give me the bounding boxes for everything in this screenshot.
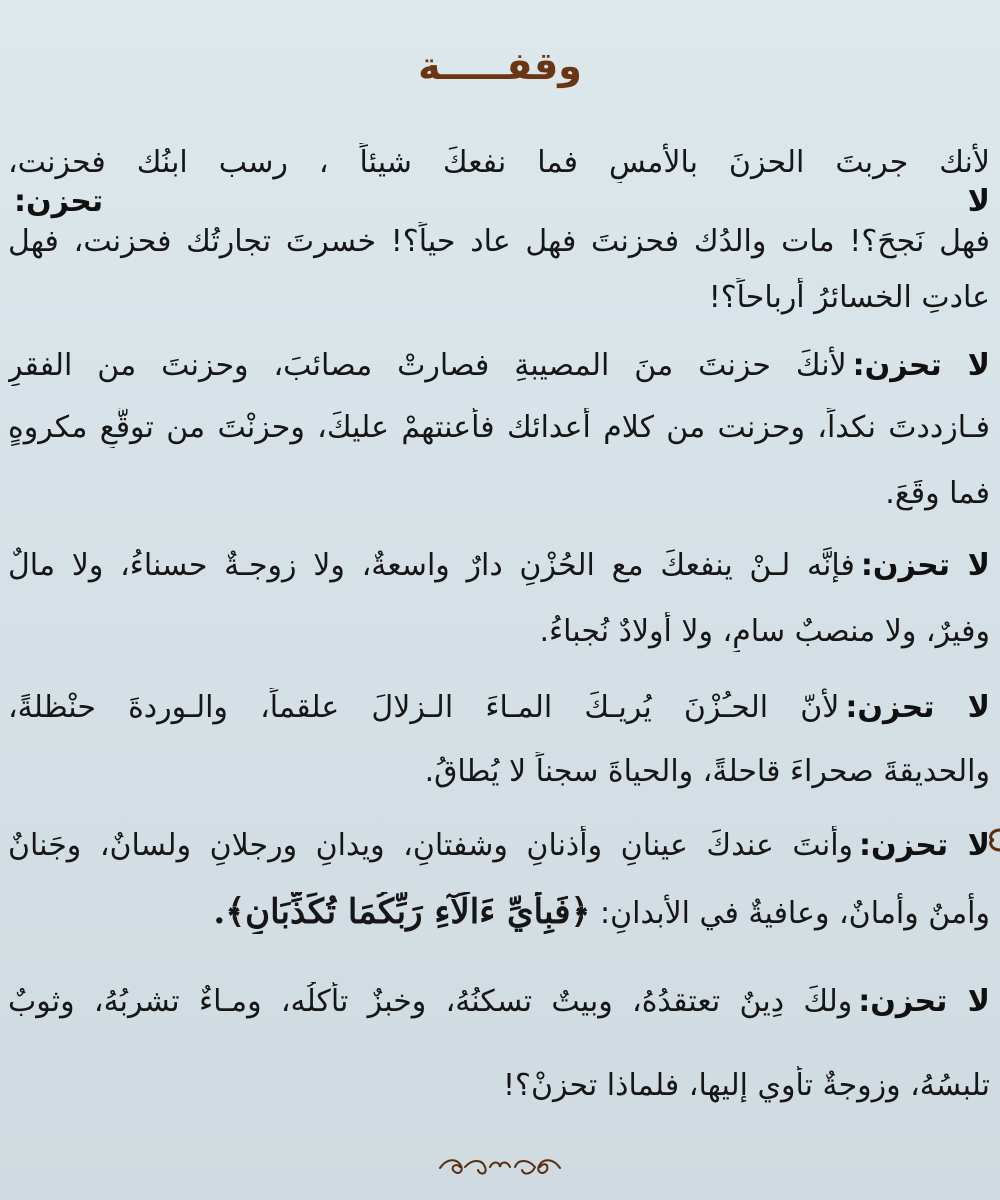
line-text: وفيرٌ، ولا منصبٌ سامٍ، ولا أولادٌ نُجباءُ. [539, 614, 990, 649]
paragraph-3-line-1 [8, 546, 990, 586]
paragraph-2-line-1 [8, 346, 990, 386]
paragraph-1-line-1 [8, 143, 990, 183]
page-edge-mark-icon [986, 826, 1000, 854]
line-text: والحديقةَ صحراءَ قاحلةً، والحياةَ سجناً لا يُطاقُ. [424, 754, 990, 789]
paragraph-2-line-2 [8, 408, 990, 448]
lead-phrase: لا تحزن: [845, 690, 990, 725]
paragraph-4-line-2 [8, 752, 990, 792]
paragraph-1-line-2 [8, 222, 990, 262]
line-text: فما وقَعَ. [885, 476, 990, 511]
paragraph-5-line-1 [8, 826, 990, 866]
paragraph-5-line-2 [8, 892, 990, 934]
lead-phrase: لا تحزن: [860, 548, 990, 583]
paragraph-1-line-3 [8, 278, 990, 318]
line-text: لأنك جربتَ الحزنَ بالأمسِ فما نفعكَ شيئاً ، رسب ابنُك فحزنت، [8, 145, 990, 180]
line-text: عادتِ الخسائرُ أرباحاً؟! [708, 280, 990, 315]
line-text: وأمنٌ وأمانٌ، وعافيةٌ في الأبدانِ: [600, 896, 990, 931]
quran-verse: ﴿فَبِأَيِّ ءَالَآءِ رَبِّكُمَا تُكَذِّبَانِ﴾. [213, 892, 591, 932]
line-text: تلبسُهُ، وزوجةٌ تأوي إليها، فلماذا تحزنْ؟! [503, 1068, 990, 1103]
lead-phrase: لا تحزن: [859, 828, 990, 863]
line-text: فـازددتَ نكداً، وحزنت من كلام أعدائك فأعنتهمْ عليكَ، وحزنْتَ من توقُّعِ مكروهٍ [8, 410, 990, 445]
line-text: ولكَ دِينٌ تعتقدُهُ، وبيتٌ تسكنُهُ، وخبزٌ تأكلُه، ومـاءٌ تشربُهُ، وثوبٌ [8, 984, 853, 1019]
page-title: وقفـــــة [418, 44, 582, 88]
page-edge-mark-icon [986, 826, 1000, 854]
line-text: لأنّ الحـُزْنَ يُريـكَ المـاءَ الـزلالَ علقماً، والـوردةَ حنْظلةً، [8, 690, 840, 725]
line-text: وأنتَ عندكَ عينانِ وأذنانِ وشفتانِ، ويدانِ ورجلانِ ولسانٌ، وجَنانٌ [8, 828, 854, 863]
line-text: فهل نَجحَ؟! مات والدُك فحزنتَ فهل عاد حياً؟! خسرتَ تجارتُك فحزنت، فهل [8, 224, 990, 259]
line-text: فإنَّه لـنْ ينفعكَ مع الحُزْنِ دارٌ واسعةٌ، ولا زوجـةٌ حسناءُ، ولا مالٌ [8, 548, 855, 583]
paragraph-6-line-2 [8, 1066, 990, 1106]
paragraph-3-line-2 [8, 612, 990, 652]
flourish-ornament-icon [435, 1152, 565, 1182]
paragraph-6-line-1 [8, 982, 990, 1022]
paragraph-4-line-1 [8, 688, 990, 728]
line-text: لأنكَ حزنتَ منَ المصيبةِ فصارتْ مصائبَ، وحزنتَ من الفقرِ [8, 348, 847, 383]
paragraph-2-line-3 [8, 474, 990, 514]
flourish-ornament-icon [0, 1152, 1000, 1186]
lead-phrase: لا تحزن: [14, 184, 990, 219]
lead-phrase: لا تحزن: [852, 348, 990, 383]
lead-phrase: لا تحزن: [858, 984, 990, 1019]
paragraph-1-lead-line [8, 182, 990, 222]
